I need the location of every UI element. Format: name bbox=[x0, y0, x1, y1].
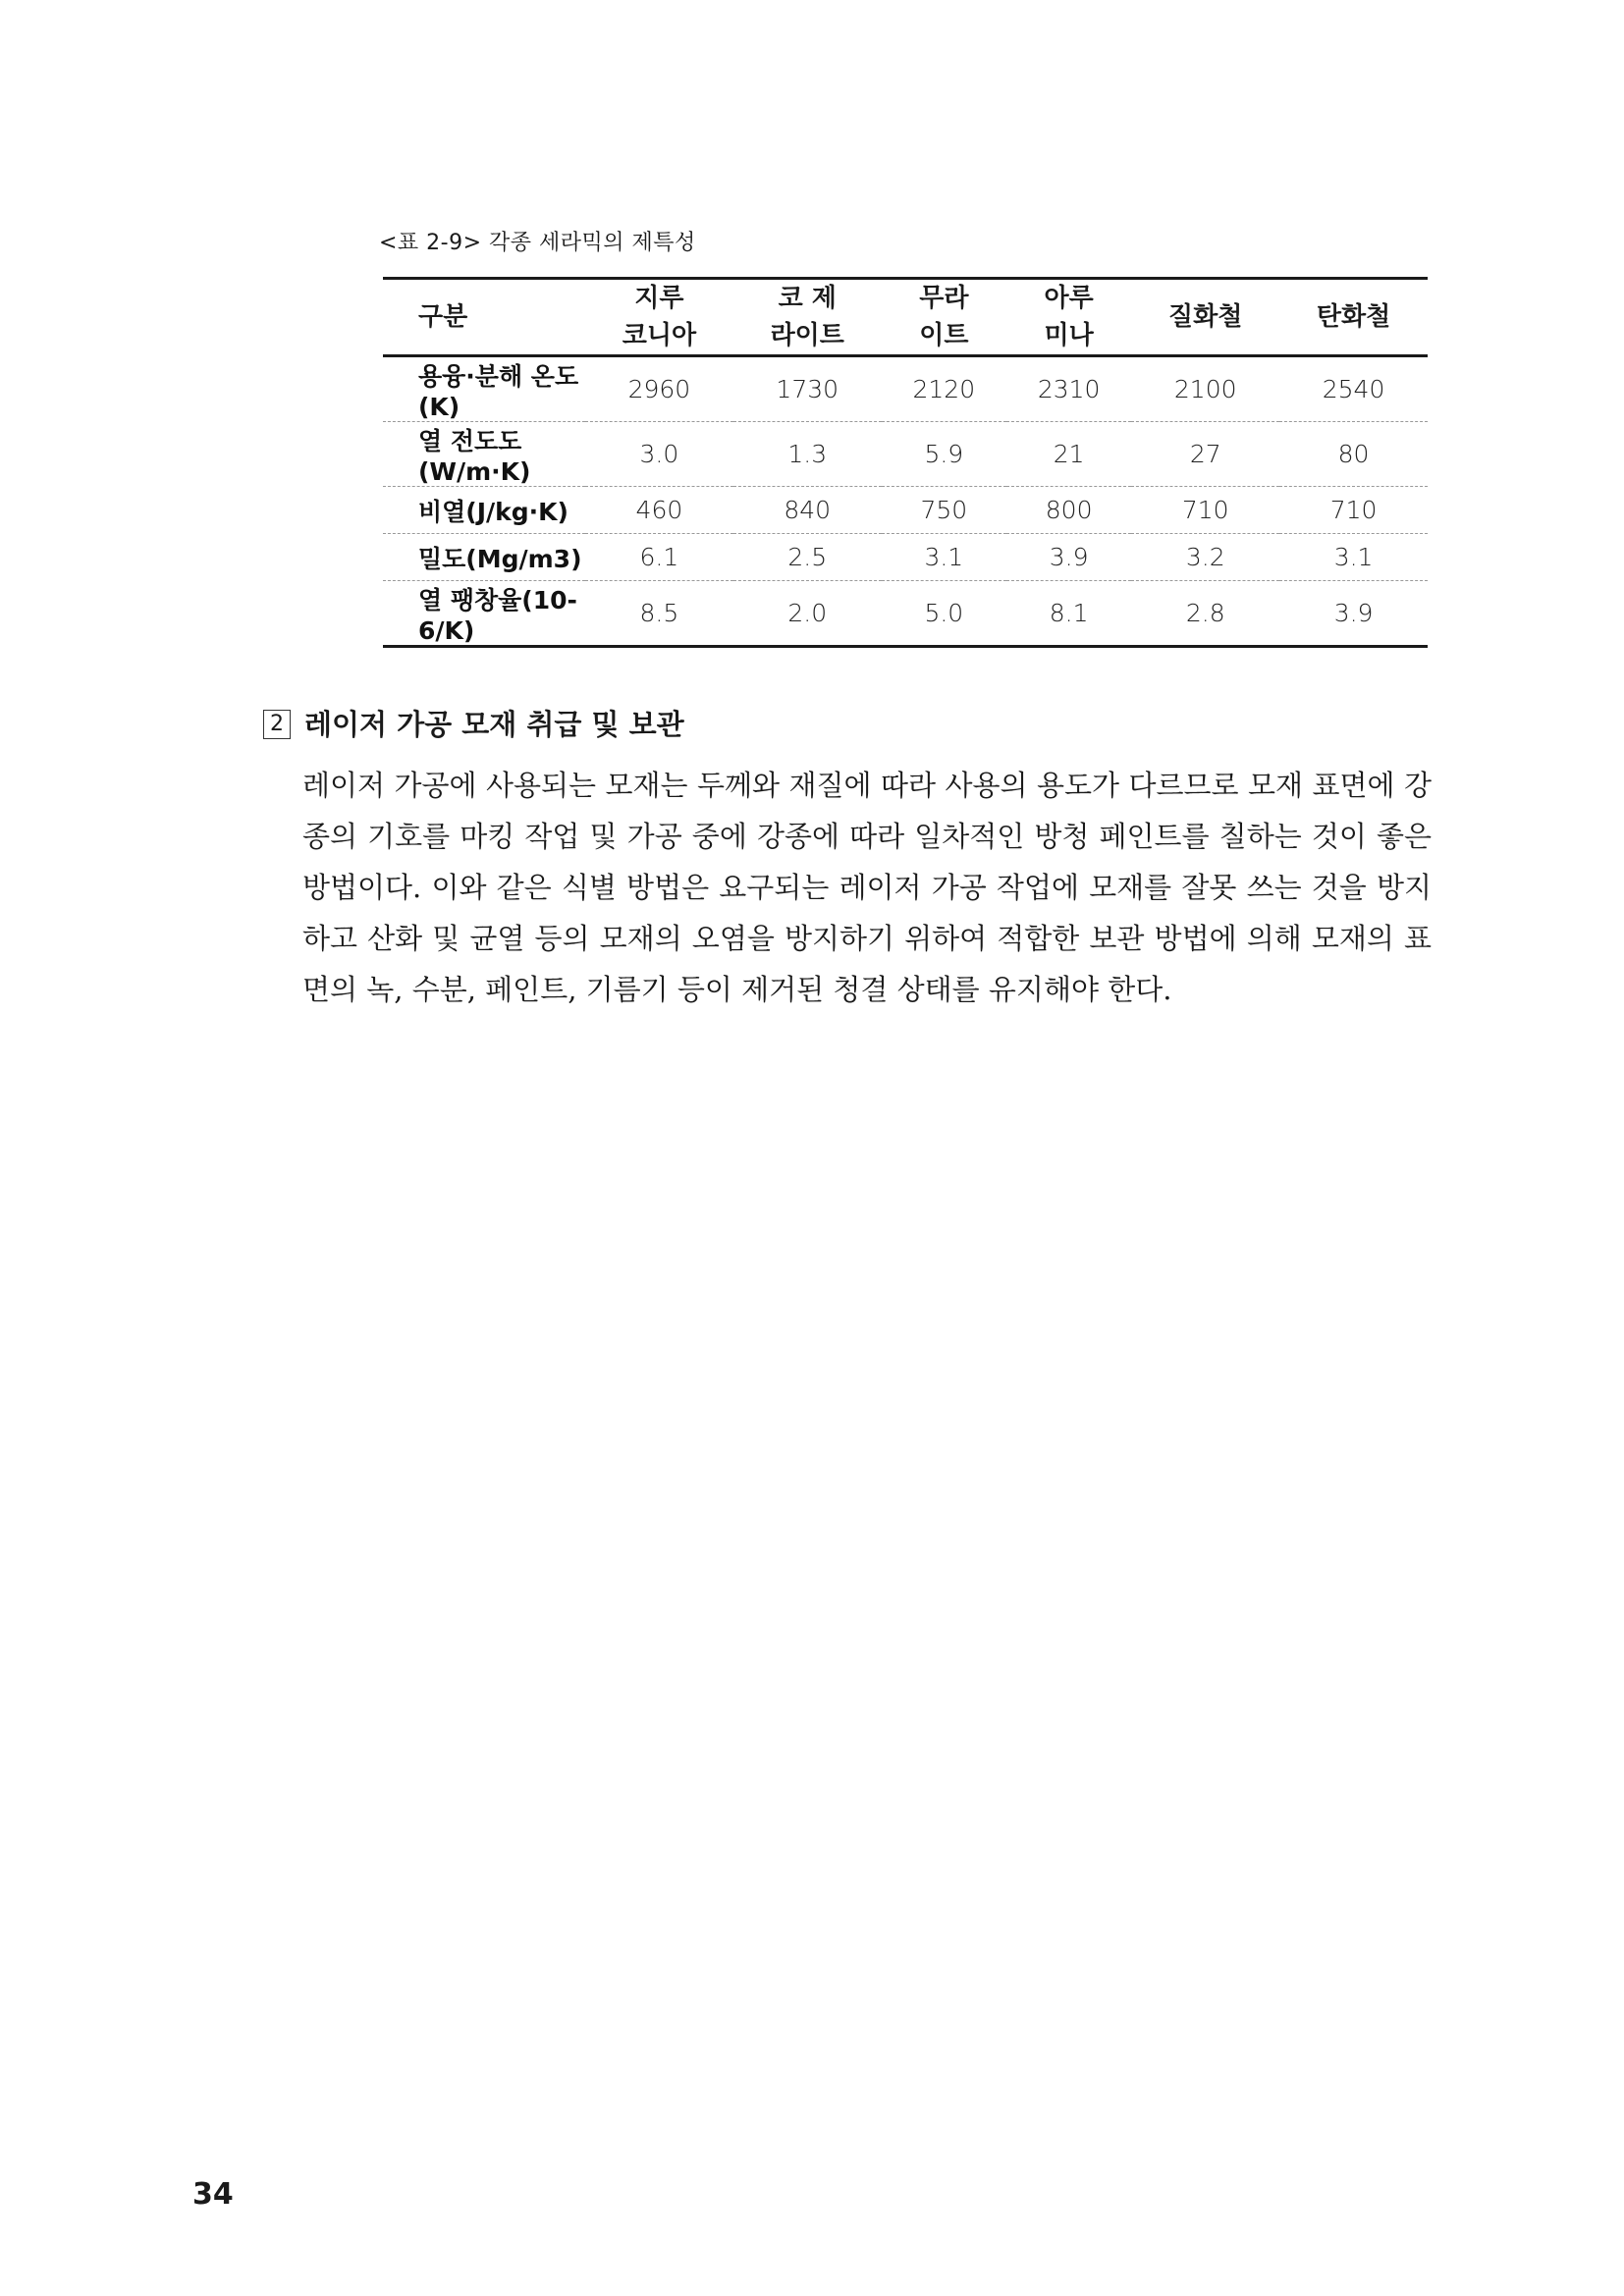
table-cell: 80 bbox=[1337, 440, 1370, 468]
table-row bbox=[383, 487, 1428, 534]
table-row bbox=[383, 356, 1428, 422]
table-cell: 6.1 bbox=[639, 543, 679, 571]
table-cell: 2100 bbox=[1173, 375, 1237, 403]
row-label: 비열(J/kg·K) bbox=[418, 497, 568, 526]
page-number: 34 bbox=[192, 2177, 234, 2212]
row-label: 용융·분해 온도(K) bbox=[418, 362, 579, 421]
header-alumina: 아루 미나 bbox=[1044, 284, 1094, 350]
ceramics-properties-table bbox=[383, 277, 1428, 648]
row-label: 밀도(Mg/m3) bbox=[418, 544, 582, 573]
table-cell: 3.9 bbox=[1049, 543, 1089, 571]
table-cell: 8.5 bbox=[639, 599, 679, 627]
section-laser-material-handling bbox=[263, 705, 1432, 1015]
table-cell: 1730 bbox=[776, 375, 839, 403]
section-number-box: 2 bbox=[263, 710, 291, 739]
table-cell: 3.2 bbox=[1185, 543, 1225, 571]
table-cell: 27 bbox=[1189, 440, 1221, 468]
section-body-paragraph: 레이저 가공에 사용되는 모재는 두께와 재질에 따라 사용의 용도가 다르므로 모재 표면에 강종의 기호를 마킹 작업 및 가공 중에 강종에 따라 일차적인 방청 페인트를 칠하는 것이 좋은 방법이다. 이와 같은 식별 방법은 요구되는 레이저 가공 작업에 모재를 잘못 쓰는 것을 방지하고 산화 및 균열 등의 모재의 오염을 방지하기 위하여 적합한 보관 방법에 의해 모재의 표면의 녹, 수분, 페인트, 기름기 등이 제거된 청결 상태를 유지해야 한다. bbox=[302, 769, 1432, 1006]
table-cell: 3.0 bbox=[639, 440, 679, 468]
table-cell: 750 bbox=[920, 496, 968, 524]
table-caption: <표 2-9> 각종 세라믹의 제특성 bbox=[379, 231, 696, 255]
table-cell: 2120 bbox=[912, 375, 976, 403]
section-title: 레이저 가공 모재 취급 및 보관 bbox=[304, 708, 684, 741]
table-cell: 3.1 bbox=[1333, 543, 1374, 571]
table-cell: 2.8 bbox=[1185, 599, 1225, 627]
table-cell: 3.9 bbox=[1333, 599, 1374, 627]
header-silicon-nitride: 질화철 bbox=[1168, 302, 1243, 332]
header-zirconia: 지루 코니아 bbox=[622, 284, 697, 350]
table-row bbox=[383, 581, 1428, 647]
table-row bbox=[383, 534, 1428, 581]
table-cell: 710 bbox=[1181, 496, 1229, 524]
table-cell: 2960 bbox=[627, 375, 691, 403]
table-cell: 2.5 bbox=[787, 543, 828, 571]
table-cell: 5.9 bbox=[924, 440, 964, 468]
table-cell: 8.1 bbox=[1049, 599, 1089, 627]
table-cell: 5.0 bbox=[924, 599, 964, 627]
table-cell: 460 bbox=[635, 496, 683, 524]
table-header-row bbox=[383, 279, 1428, 356]
row-label: 열 팽창율(10-6/K) bbox=[418, 586, 577, 645]
table-cell: 3.1 bbox=[924, 543, 964, 571]
row-label: 열 전도도(W/m·K) bbox=[418, 427, 531, 486]
table-cell: 21 bbox=[1053, 440, 1085, 468]
header-silicon-carbide: 탄화철 bbox=[1316, 302, 1391, 332]
table-cell: 840 bbox=[784, 496, 832, 524]
table-cell: 710 bbox=[1329, 496, 1378, 524]
section-heading bbox=[263, 705, 1432, 744]
table-cell: 2540 bbox=[1322, 375, 1385, 403]
table-cell: 800 bbox=[1045, 496, 1093, 524]
header-category: 구분 bbox=[418, 302, 468, 332]
table-cell: 2310 bbox=[1037, 375, 1101, 403]
table-row bbox=[383, 422, 1428, 487]
header-mullite: 무라 이트 bbox=[919, 284, 969, 350]
table-cell: 2.0 bbox=[787, 599, 828, 627]
header-cozerite: 코 제 라이트 bbox=[770, 284, 844, 350]
table-cell: 1.3 bbox=[787, 440, 828, 468]
